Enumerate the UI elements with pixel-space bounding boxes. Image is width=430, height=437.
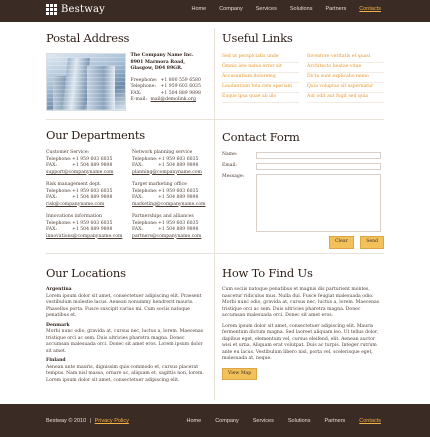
footer-nav-home[interactable]: Home (186, 418, 202, 424)
main-nav (179, 6, 381, 12)
find-us-paragraph: Cum sociis natoque penatibus et magnis dis parturient montes, nascetur ridiculus mus. Nulla dui. Fusce feugiat malesuada odio. Morbi nunc odio, gravida at, cursus nec, luctus a, lorem. Maecenas tristique orci ac sem. Duis ultricies pharetra magna. Donec accumsan malesuada orci. Donec sit amet eros. (222, 287, 380, 318)
department-name: Partnerships and alliances (132, 214, 194, 219)
name-label: Name: (222, 152, 238, 157)
email-label: E-mail: (130, 97, 148, 102)
dept-fax: +1 504 889 9898 (72, 227, 113, 232)
divider (46, 119, 384, 120)
locations-section (46, 266, 208, 384)
dept-tel: +1 959 603 6035 (72, 188, 113, 194)
dept-fax: +1 504 889 9898 (158, 163, 199, 168)
building-image (46, 53, 126, 111)
dept-tel: +1 959 603 6035 (158, 156, 199, 162)
dept-tel-label: Telephone: (132, 156, 158, 162)
dept-fax-label: FAX: (132, 163, 143, 168)
nav-services[interactable]: Services (255, 6, 277, 12)
department-block (46, 182, 122, 208)
useful-link[interactable]: Eaque ipsa quae ab illo (222, 93, 299, 103)
nav-contacts[interactable]: Contacts (359, 6, 381, 12)
department-block (132, 214, 208, 240)
useful-link[interactable]: Accusantium doloremq (222, 73, 299, 83)
email-link[interactable]: mail@demolink.org (150, 97, 196, 102)
dept-tel-label: Telephone: (132, 220, 158, 226)
department-block (46, 214, 122, 240)
footer-copyright: Bestway © 2010 | Privacy Policy (46, 418, 129, 424)
nav-home[interactable]: Home (191, 6, 207, 12)
contact-form-section (222, 130, 384, 249)
useful-links-section (222, 31, 384, 103)
view-map-button[interactable]: View Map (222, 368, 257, 381)
dept-email-link[interactable]: planning@companyname.com (132, 169, 202, 175)
column-divider (214, 28, 215, 400)
dept-email-link[interactable]: partners@companyname.com (132, 233, 202, 239)
dept-fax: +1 504 889 9898 (158, 227, 199, 232)
dept-email-link[interactable]: support@companyname.com (46, 169, 114, 175)
location-country: Denmark (46, 322, 70, 328)
dept-tel: +1 959 603 6035 (158, 188, 199, 194)
location-country: Argentina (46, 287, 72, 292)
freephone-label: Freephone: (130, 77, 158, 83)
brand-name: Bestway (61, 4, 105, 15)
dept-fax: +1 504 889 9898 (158, 195, 199, 200)
email-label: Email: (222, 163, 237, 168)
city-address: Glasgow, D04 89GR. (130, 66, 183, 71)
department-block (132, 150, 208, 176)
department-name: Customer Service: (46, 150, 90, 155)
message-label: Message: (222, 174, 245, 179)
dept-tel-label: Telephone: (46, 220, 72, 226)
footer-nav-services[interactable]: Services (252, 418, 274, 424)
locations-title: Our Locations (46, 266, 126, 280)
useful-link[interactable]: Sed ut perspiciatis unde (222, 53, 299, 63)
find-us-paragraph: Lorem ipsum dolor sit amet, consectetuer adipiscing elit. Mauris fermentum dictum magna. Sed laoreet aliquam leo. Ut tellus dolor, dapibus eget, elementum vel, cursus eleifend, elit. Aenean auctor wisi et urna. Aliquam erat volutpat. Duis ac turpis. Integer rutrum ante eu lacus. Vestibulum libero nisl, porta vel, scelerisque eget, malesuada at, neque. (222, 323, 379, 361)
top-header (0, 0, 430, 22)
copyright-text: Bestway © 2010 (46, 418, 87, 424)
dept-fax-label: FAX: (46, 163, 57, 168)
send-button[interactable]: Send (360, 236, 384, 249)
dept-fax: +1 504 889 9898 (72, 163, 113, 168)
footer-nav-solutions[interactable]: Solutions (287, 418, 311, 424)
fax-value: +1 504 889 9898 (160, 90, 201, 96)
dept-tel-label: Telephone: (46, 188, 72, 194)
privacy-policy-link[interactable]: Privacy Policy (94, 418, 129, 424)
useful-link[interactable]: Quia voluptas sit aspernatur (307, 83, 384, 93)
useful-links-title: Useful Links (222, 31, 293, 45)
department-name: Risk management dept. (46, 182, 102, 187)
useful-link[interactable]: Architecto beatae vitae (307, 63, 384, 73)
clear-button[interactable]: Clear (329, 236, 354, 249)
dept-tel-label: Telephone: (46, 156, 72, 162)
location-text: Aenean ante mauris, dignissim quis commodo et, cursus placerat tempus. Nam nisl massa, ornare ac, aliquam et, sagittis non, lorem. Lorem ipsum dolor sit amet, consectetuer adipiscing elit. (46, 364, 204, 383)
telephone-value: +1 959 603 6035 (160, 84, 201, 89)
department-name: Target marketing office (132, 182, 187, 187)
nav-partners[interactable]: Partners (325, 6, 347, 12)
fax-label: FAX: (130, 90, 142, 96)
logo-grid-icon (46, 4, 57, 15)
useful-link[interactable]: Laudantium tota rem aperiam (222, 83, 299, 93)
departments-section (46, 128, 208, 240)
postal-address-title: Postal Address (46, 31, 130, 45)
dept-fax-label: FAX: (132, 195, 143, 200)
useful-link[interactable]: Inventore veritatis et quasi (307, 53, 384, 63)
dept-tel: +1 959 603 6035 (158, 220, 199, 226)
department-block (46, 150, 122, 176)
dept-email-link[interactable]: marketing@companyname.com (132, 201, 206, 207)
freephone-value: +1 800 559 6580 (160, 77, 201, 83)
postal-address-section (46, 31, 208, 111)
nav-company[interactable]: Company (219, 6, 243, 12)
useful-link[interactable]: Dicta sunt explicabo nemo (307, 73, 384, 83)
dept-fax: +1 504 889 9898 (72, 195, 113, 200)
footer-nav-company[interactable]: Company (215, 418, 239, 424)
footer (0, 404, 430, 437)
location-text: Morbi nunc odio, gravida at, cursus nec, luctus a, lorem. Maecenas tristique orci ac sem. Duis ultricies pharetra magna. Donec accumsan malesuada orci. Donec sit amet eros. Lorem ipsum dolor sit amet. (46, 329, 204, 354)
dept-fax-label: FAX: (46, 195, 57, 200)
name-input[interactable] (256, 152, 381, 159)
dept-fax-label: FAX: (46, 227, 57, 232)
telephone-label: Telephone: (130, 84, 157, 89)
useful-link[interactable]: Omnis iste natus error sit (222, 63, 299, 73)
contact-form-title: Contact Form (222, 130, 300, 144)
dept-email-link[interactable]: innovations@companyname.com (46, 233, 123, 239)
footer-nav-contacts[interactable]: Contacts (359, 418, 381, 424)
divider (46, 253, 384, 254)
nav-solutions[interactable]: Solutions (289, 6, 313, 12)
footer-nav-partners[interactable]: Partners (324, 418, 346, 424)
email-input[interactable] (256, 163, 381, 170)
footer-nav (173, 418, 381, 424)
find-us-title: How To Find Us (222, 266, 313, 280)
department-name: Network planning service (132, 150, 193, 155)
departments-title: Our Departments (46, 128, 145, 142)
useful-link[interactable]: Aut odit aut fugit sed quia (307, 93, 384, 103)
dept-email-link[interactable]: risk@companyname.com (46, 201, 105, 207)
company-name: The Company Name Inc. (130, 53, 194, 58)
brand-logo[interactable] (46, 4, 105, 15)
dept-fax-label: FAX: (132, 227, 143, 232)
find-us-section (222, 266, 384, 380)
street-address: 8901 Marmora Road, (130, 59, 185, 65)
location-country: Finland (46, 358, 66, 363)
location-text: Lorem ipsum dolor sit amet, consectetuer adipiscing elit. Praesent vestibulum molestie lacus. Aenean nonummy hendrerit mauris. Phasellus porta. Fusce suscipit varius mi. Cum sociis natoque penatibus et. (46, 293, 202, 318)
dept-tel: +1 959 603 6035 (72, 220, 113, 226)
department-block (132, 182, 208, 208)
message-textarea[interactable] (256, 174, 381, 232)
department-name: Innovations information (46, 214, 102, 219)
dept-tel: +1 959 603 6035 (72, 156, 113, 162)
dept-tel-label: Telephone: (132, 188, 158, 194)
